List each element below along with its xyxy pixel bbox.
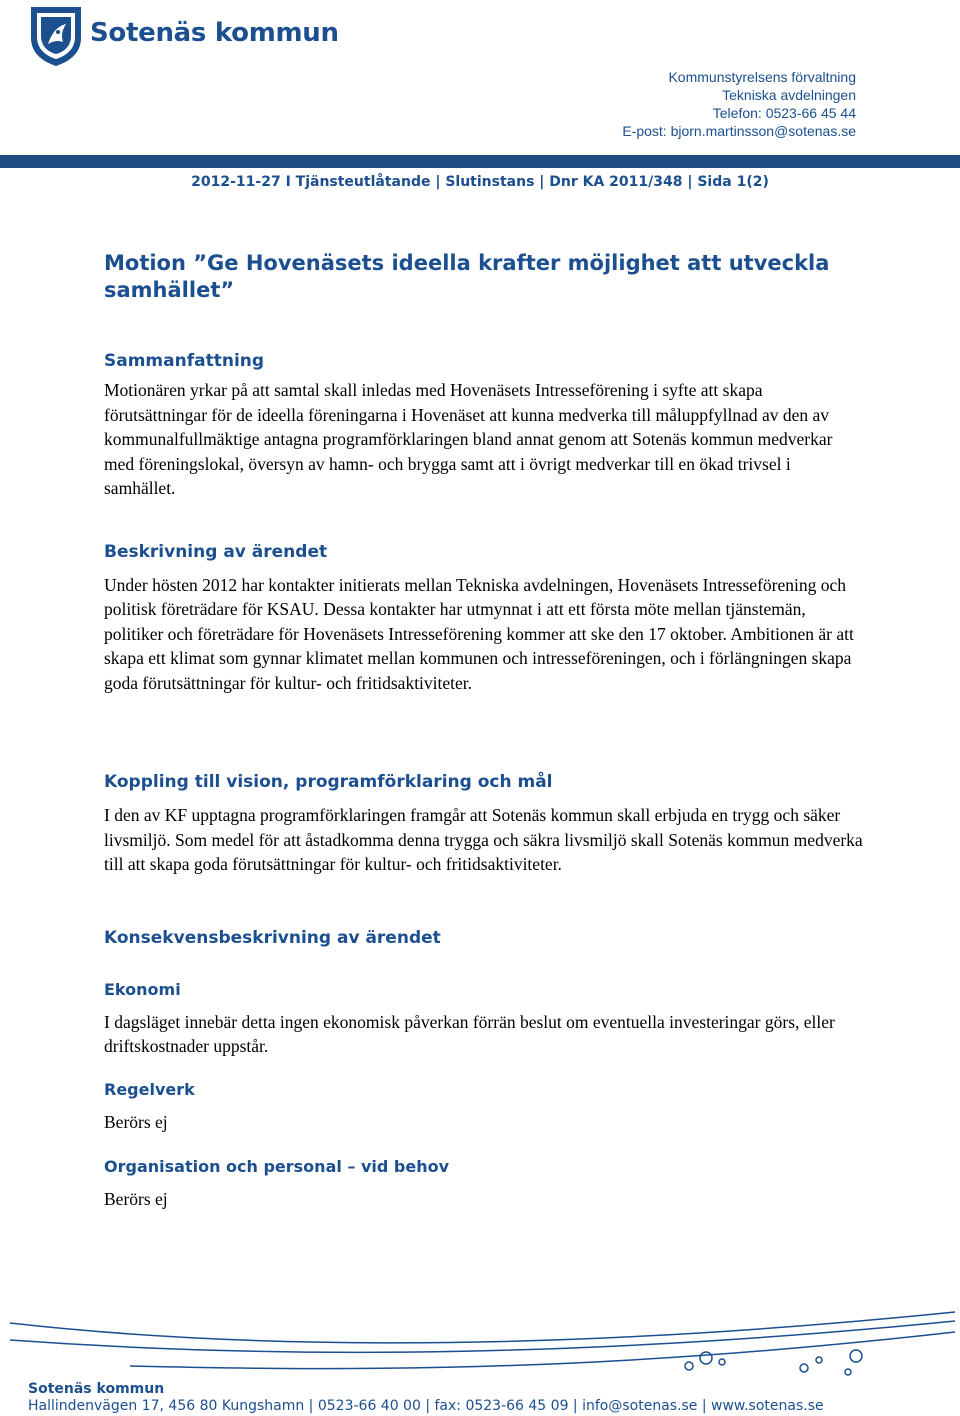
logo-wordmark: Sotenäs kommun: [90, 18, 339, 48]
coat-of-arms-icon: [28, 4, 84, 68]
contact-phone: Telefon: 0523-66 45 44: [712, 105, 856, 121]
footer-contact-info: Hallindenvägen 17, 456 80 Kungshamn | 0523-66 40 00 | fax: 0523-66 45 09 | info@sotenas.se | www.sotenas.se: [28, 1398, 824, 1414]
organisation-heading: Organisation och personal – vid behov: [104, 1157, 450, 1176]
document-body: [104, 250, 864, 1212]
contact-email: E-post: bjorn.martinsson@sotenas.se: [622, 123, 856, 139]
header-bar: [0, 155, 960, 168]
contact-block: [622, 68, 856, 140]
summary-heading: Sammanfattning: [104, 351, 265, 371]
regulations-heading: Regelverk: [104, 1079, 195, 1099]
logo: [28, 4, 348, 68]
organisation-text: Berörs ej: [104, 1189, 168, 1209]
economy-heading: Ekonomi: [104, 979, 181, 999]
document-title: Motion ”Ge Hovenäsets ideella krafter möjlighet att utveckla samhället”: [104, 251, 830, 302]
consequences-heading: Konsekvensbeskrivning av ärendet: [104, 927, 441, 948]
contact-department: Kommunstyrelsens förvaltning: [668, 69, 856, 85]
summary-text: Motionären yrkar på att samtal skall inledas med Hovenäsets Intresseförening i syfte att skapa förutsättningar för de ideella föreningarna i Hovenäset att kunna medverka till måluppfyllnad av den av kommunalfullmäktige antagna programförklaringen bland annat genom att Sotenäs kommun medverkar med föreningslokal, översyn av hamn- och brygga samt att i övrigt medverkar till en ökad trivsel i samhället.: [104, 380, 833, 498]
economy-text: I dagsläget innebär detta ingen ekonomisk påverkan förrän beslut om eventuella investeringar görs, eller driftskostnader uppstår.: [104, 1011, 835, 1056]
footer-org-name: Sotenäs kommun: [28, 1381, 165, 1397]
description-heading: Beskrivning av ärendet: [104, 541, 328, 562]
contact-unit: Tekniska avdelningen: [722, 87, 856, 103]
vision-text: I den av KF upptagna programförklaringen framgår att Sotenäs kommun skall erbjuda en trygg och säker livsmiljö. Som medel för att åstadkomma denna trygga och säkra livsmiljö skall Sotenäs kommun medverka till att skapa goda förutsättningar för kultur- och fritidsaktiviteter.: [104, 805, 863, 874]
document-meta: 2012-11-27 I Tjänsteutlåtande | Slutinstans | Dnr KA 2011/348 | Sida 1(2): [191, 174, 769, 190]
regulations-text: Berörs ej: [104, 1111, 168, 1132]
description-text: Under hösten 2012 har kontakter initierats mellan Tekniska avdelningen, Hovenäsets Intresseförening och politisk företrädare för KSAU. Dessa kontakter har utmynnat i att ett första möte mellan tjänstemän, politiker och företrädare för Hovenäsets Intresseförening kommer att ske den 17 oktober. Ambitionen är att skapa ett klimat som gynnar klimatet mellan kommunen och intresseföreningen, och i förlängningen skapa goda förutsättningar för kultur- och fritidsaktiviteter.: [104, 574, 854, 693]
vision-heading: Koppling till vision, programförklaring och mål: [104, 772, 553, 792]
